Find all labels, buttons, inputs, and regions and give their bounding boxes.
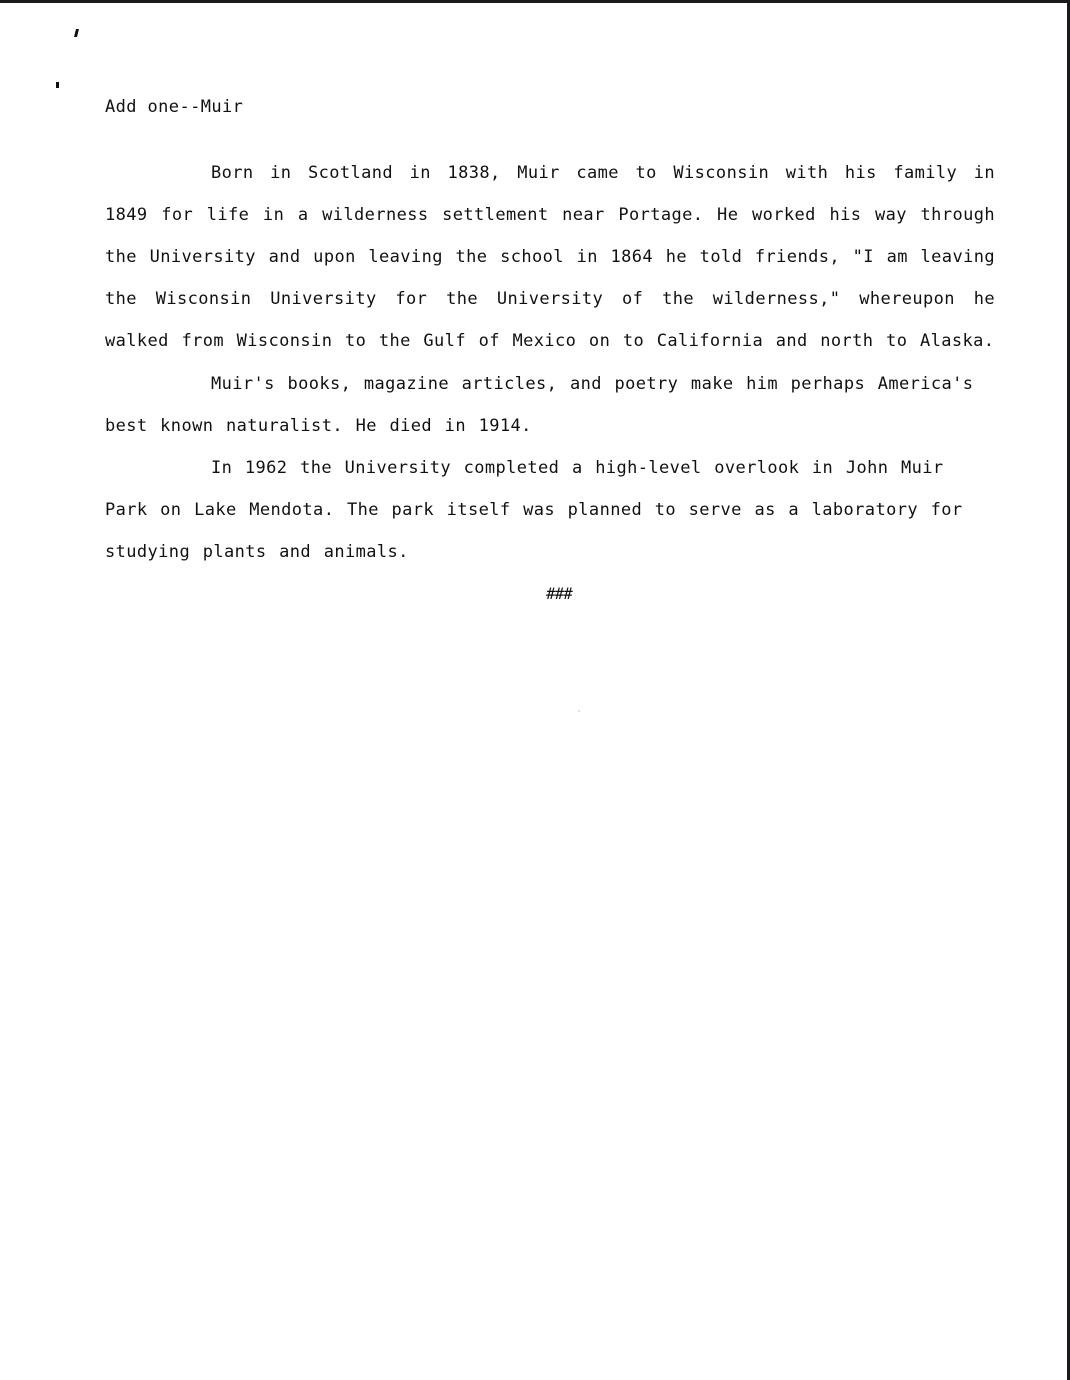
end-mark: ### (546, 584, 572, 603)
paragraph-1: Born in Scotland in 1838, Muir came to Wisconsin with his family in 1849 for life in a wilderness settlement near Portage. He worked his way through the University and upon leaving the school in 1864 he told friends, "I am leaving the Wisconsin University for the University of the wilderness," whereupon he walked from Wisconsin to the Gulf of Mexico on to California and north to Alaska. (105, 163, 995, 351)
scan-mark (56, 82, 59, 88)
page-heading: Add one--Muir (105, 97, 244, 117)
scan-mark (74, 29, 79, 37)
paragraph-3: In 1962 the University completed a high-level overlook in John Muir Park on Lake Mendota. The park itself was planned to serve as a laboratory for studying plants and animals. (105, 458, 963, 562)
scan-edge-top (0, 0, 1070, 3)
scan-speck (578, 710, 580, 712)
paragraph-2: Muir's books, magazine articles, and poetry make him perhaps America's best known naturalist. He died in 1914. (105, 374, 974, 436)
